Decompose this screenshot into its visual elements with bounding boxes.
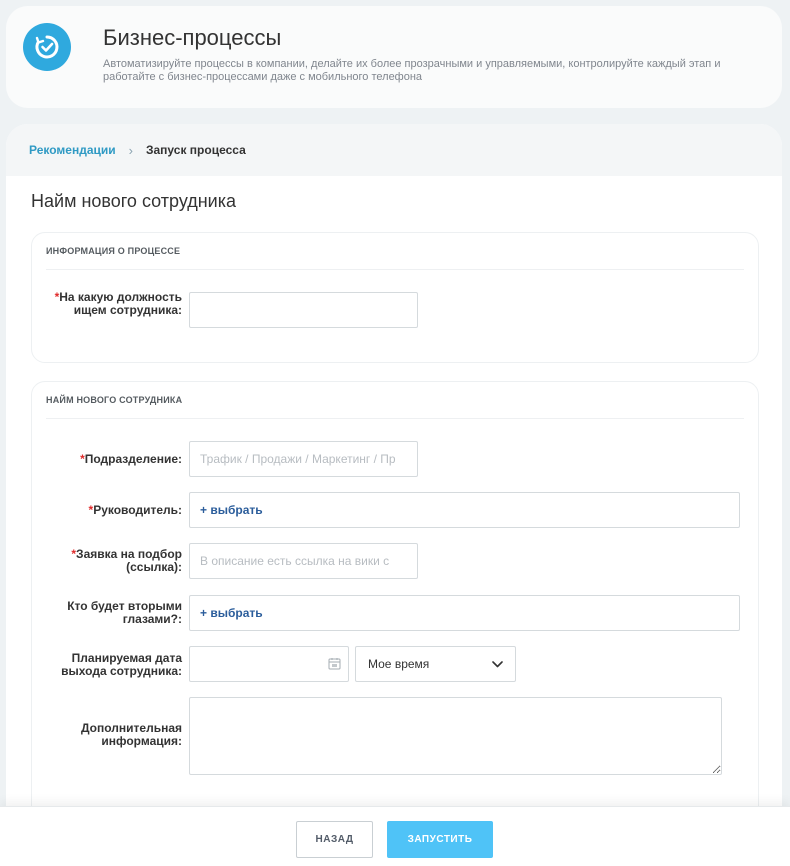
back-button[interactable]: НАЗАД bbox=[296, 821, 373, 858]
timezone-select[interactable] bbox=[355, 646, 516, 682]
department-input[interactable] bbox=[189, 441, 418, 477]
request-label bbox=[32, 548, 182, 574]
run-button[interactable]: ЗАПУСТИТЬ bbox=[387, 821, 493, 858]
chevron-right-icon: › bbox=[128, 142, 133, 158]
extra-info-label: Дополнительная информация: bbox=[80, 721, 182, 748]
chevron-down-icon bbox=[492, 661, 503, 668]
process-icon bbox=[23, 23, 71, 71]
timezone-select-value: Мое время bbox=[368, 657, 430, 671]
header-card bbox=[6, 6, 782, 108]
required-mark: * bbox=[71, 547, 77, 561]
second-eyes-select-label[interactable]: + выбрать bbox=[200, 606, 263, 620]
required-mark: * bbox=[54, 290, 60, 304]
breadcrumb-current: Запуск процесса bbox=[145, 143, 246, 157]
breadcrumb bbox=[6, 124, 782, 176]
position-label-text: На какую должность ищем сотрудника: bbox=[59, 290, 182, 317]
position-label bbox=[32, 291, 182, 317]
app-title: Бизнес-процессы bbox=[103, 25, 282, 50]
manager-label-text: Руководитель: bbox=[93, 503, 182, 517]
start-date-label: Планируемая дата выхода сотрудника: bbox=[61, 651, 182, 678]
manager-label bbox=[32, 504, 182, 517]
request-link-input[interactable] bbox=[189, 543, 418, 579]
start-date-input[interactable] bbox=[189, 646, 349, 682]
second-eyes-label: Кто будет вторыми глазами?: bbox=[67, 599, 182, 626]
page-title: Найм нового сотрудника bbox=[31, 191, 236, 211]
required-mark: * bbox=[88, 503, 94, 517]
app-description: Автоматизируйте процессы в компании, делайте их более прозрачными и управляемыми, контролируйте каждый этап и работайте с бизнес-процессами даже с мобильного телефона bbox=[103, 58, 721, 83]
position-input[interactable] bbox=[189, 292, 418, 328]
section-heading: ИНФОРМАЦИЯ О ПРОЦЕССЕ bbox=[46, 233, 744, 270]
section-hire-employee bbox=[31, 381, 759, 821]
section-process-info bbox=[31, 232, 759, 363]
second-eyes-select[interactable] bbox=[189, 595, 740, 631]
request-label-text: Заявка на подбор (ссылка): bbox=[76, 547, 182, 574]
extra-info-textarea[interactable] bbox=[189, 697, 722, 775]
section-heading: НАЙМ НОВОГО СОТРУДНИКА bbox=[46, 382, 744, 419]
required-mark: * bbox=[80, 452, 85, 466]
manager-select-label[interactable]: + выбрать bbox=[200, 503, 263, 517]
department-label-text: Подразделение: bbox=[84, 452, 182, 466]
calendar-icon[interactable] bbox=[328, 657, 341, 675]
breadcrumb-link-recommendations[interactable]: Рекомендации bbox=[29, 143, 116, 157]
footer-bar bbox=[0, 806, 790, 866]
main-card bbox=[6, 124, 782, 866]
manager-select[interactable] bbox=[189, 492, 740, 528]
department-label bbox=[32, 453, 182, 466]
